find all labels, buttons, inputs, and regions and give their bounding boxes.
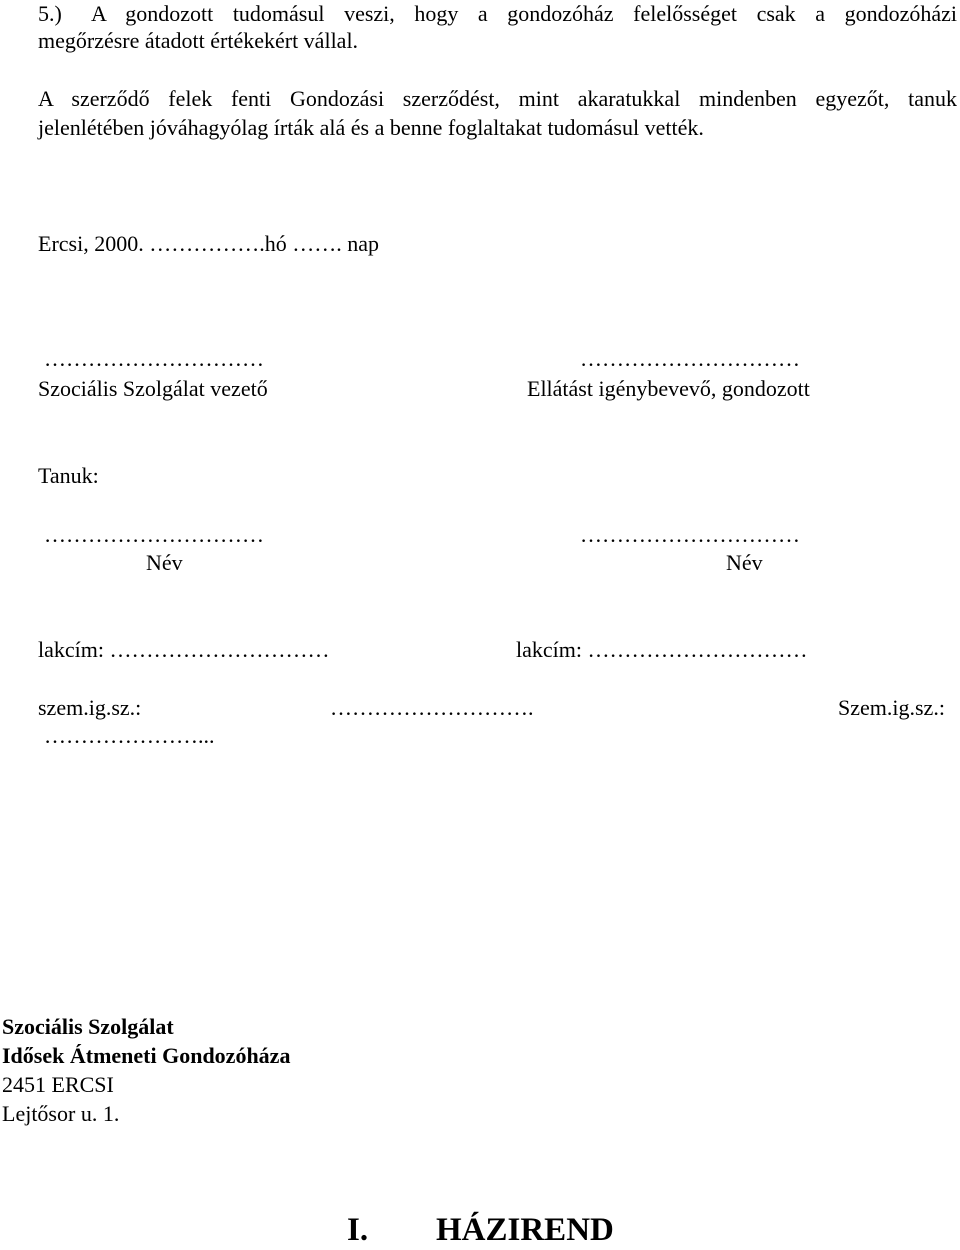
- witness-line-right: …………………………: [580, 522, 800, 547]
- clause-text-line2: megőrzésre átadott értékekért vállal.: [38, 28, 359, 53]
- witness-id-dots-continuation: …………………...: [44, 723, 215, 748]
- witness-name-left: Név: [146, 550, 183, 575]
- closing-paragraph-line1: A szerződő felek fenti Gondozási szerződést, mint akaratukkal mindenben egyezőt, tanuk: [38, 86, 957, 111]
- signature-label-right: Ellátást igénybevevő, gondozott: [527, 376, 810, 401]
- signature-label-left: Szociális Szolgálat vezető: [38, 376, 268, 401]
- witness-line-left: …………………………: [44, 522, 264, 547]
- section-number: I.: [347, 1212, 369, 1248]
- signature-line-left: …………………………: [44, 346, 264, 371]
- institution-city: 2451 ERCSI: [2, 1072, 114, 1097]
- witness-id-dots-middle: ……………………….: [330, 695, 534, 720]
- clause-number: 5.): [38, 1, 62, 26]
- witness-address-right: lakcím: …………………………: [516, 637, 808, 662]
- institution-name: Szociális Szolgálat: [2, 1014, 174, 1039]
- institution-street: Lejtősor u. 1.: [2, 1101, 120, 1126]
- institution-unit: Idősek Átmeneti Gondozóháza: [2, 1043, 291, 1068]
- witness-address-left: lakcím: …………………………: [38, 637, 330, 662]
- closing-paragraph-line2: jelenlétében jóváhagyólag írták alá és a benne foglaltakat tudomásul vették.: [38, 115, 704, 140]
- clause-text-line1: A gondozott tudomásul veszi, hogy a gondozóház felelősséget csak a gondozóházi: [91, 1, 957, 26]
- witnesses-heading: Tanuk:: [38, 463, 99, 488]
- witness-id-label-left: szem.ig.sz.:: [38, 695, 142, 720]
- witness-id-label-right: Szem.ig.sz.:: [838, 695, 945, 720]
- date-line: Ercsi, 2000. …………….hó ……. nap: [38, 231, 379, 256]
- section-title: HÁZIREND: [436, 1212, 614, 1248]
- signature-line-right: …………………………: [580, 346, 800, 371]
- witness-name-right: Név: [726, 550, 763, 575]
